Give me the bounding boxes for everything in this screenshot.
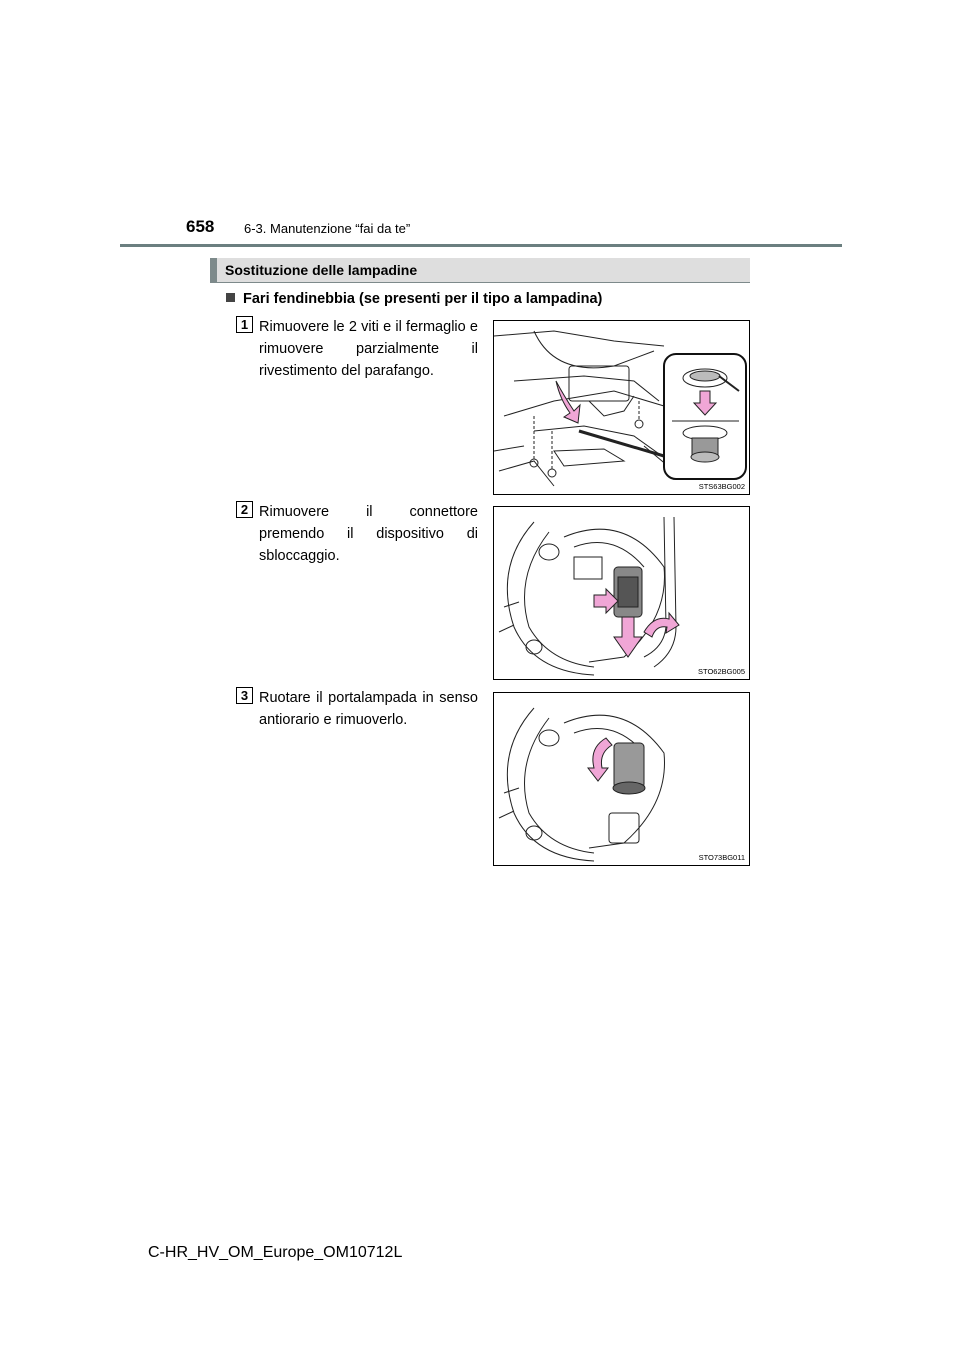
step-1-figure xyxy=(493,320,750,495)
section-title-tab xyxy=(210,258,217,282)
section-title: Sostituzione delle lampadine xyxy=(225,262,418,278)
subheading xyxy=(226,291,602,307)
page-number: 658 xyxy=(186,217,215,236)
step-2-figure xyxy=(493,506,750,680)
header-rule xyxy=(120,244,842,247)
step-3-figure xyxy=(493,692,750,866)
bulb-holder-illustration xyxy=(494,693,749,865)
fender-liner-illustration xyxy=(494,321,749,494)
step-3-badge: 3 xyxy=(236,687,253,704)
step-1-badge: 1 xyxy=(236,316,253,333)
section-title-bar xyxy=(210,258,750,282)
step-2-text: Rimuovere il connettore premendo il dispositivo di sbloccaggio. xyxy=(259,504,478,564)
section-underline xyxy=(210,282,750,283)
subheading-text: Fari fendinebbia (se presenti per il tipo a lampadina) xyxy=(243,291,603,307)
figure-1-code: STS63BG002 xyxy=(698,482,745,491)
step-3-text: Ruotare il portalampada in senso antiorario e rimuoverlo. xyxy=(259,690,478,728)
square-bullet-icon xyxy=(226,293,235,302)
footer-document-id: C-HR_HV_OM_Europe_OM10712L xyxy=(148,1244,403,1261)
section-path: 6-3. Manutenzione “fai da te” xyxy=(244,221,411,236)
step-1-text: Rimuovere le 2 viti e il fermaglio e rimuovere parzialmente il rivestimento del parafango. xyxy=(259,319,478,379)
figure-2-code: STO62BG005 xyxy=(698,667,745,676)
step-2-badge: 2 xyxy=(236,501,253,518)
connector-release-illustration xyxy=(494,507,749,679)
figure-3-code: STO73BG011 xyxy=(698,853,745,862)
